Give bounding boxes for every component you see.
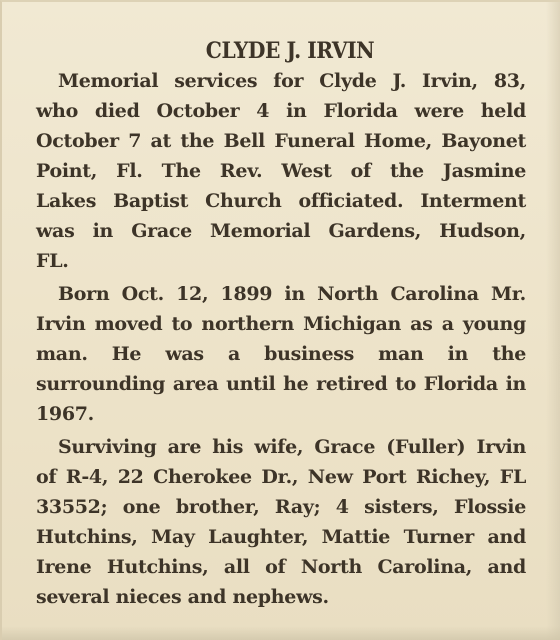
text-line: several nieces and nephews. <box>36 586 329 608</box>
text-line: of R-4, 22 Cherokee Dr., New Port Richey, FL <box>36 466 526 488</box>
paragraph-survivors <box>36 432 526 612</box>
paper-edge-right <box>546 2 560 640</box>
text-line: Surviving are his wife, Grace (Fuller) Irvin <box>58 436 526 458</box>
text-line: Point, Fl. The Rev. West of the Jasmine <box>36 160 526 182</box>
text-line: Lakes Baptist Church officiated. Interment <box>36 190 526 212</box>
paragraph-services <box>36 66 526 276</box>
text-line: 33552; one brother, Ray; 4 sisters, Flossie <box>36 496 526 518</box>
text-line: Irene Hutchins, all of North Carolina, and <box>36 556 526 578</box>
paragraph-biography <box>36 279 526 429</box>
text-line: October 7 at the Bell Funeral Home, Bayonet <box>36 130 526 152</box>
text-line: was in Grace Memorial Gardens, Hudson, <box>36 220 526 242</box>
text-line: FL. <box>36 250 69 272</box>
paper-edge-bottom <box>2 626 560 640</box>
text-line: Hutchins, May Laughter, Mattie Turner and <box>36 526 526 548</box>
text-line: Born Oct. 12, 1899 in North Carolina Mr. <box>58 283 526 305</box>
text-line: 1967. <box>36 403 94 425</box>
text-line: surrounding area until he retired to Florida in <box>36 373 526 395</box>
obituary-headline: CLYDE J. IRVIN <box>205 38 375 64</box>
obituary-article <box>36 36 526 615</box>
text-line: Irvin moved to northern Michigan as a young <box>36 313 526 335</box>
text-line: who died October 4 in Florida were held <box>36 100 526 122</box>
text-line: Memorial services for Clyde J. Irvin, 83, <box>58 70 526 92</box>
text-line: man. He was a business man in the <box>36 343 526 365</box>
